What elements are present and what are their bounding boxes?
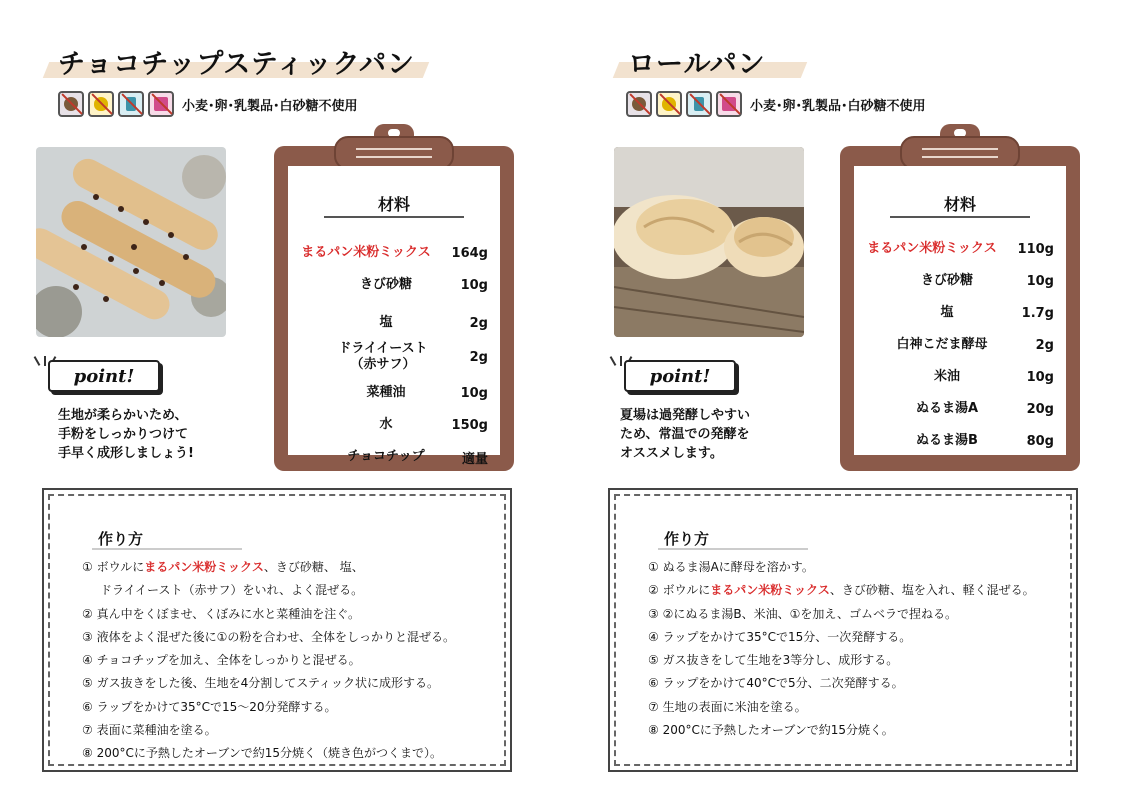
point-text: 夏場は過発酵しやすい ため、常温での発酵を オススメします。 bbox=[620, 408, 751, 461]
material-name: ドライイースト （赤サフ） bbox=[338, 341, 428, 372]
material-row bbox=[854, 266, 1066, 296]
material-row bbox=[288, 442, 500, 472]
bread-photo bbox=[36, 147, 226, 337]
egg-free-icon bbox=[88, 91, 114, 117]
material-row bbox=[288, 308, 500, 338]
material-row bbox=[288, 270, 500, 300]
material-name: チョコチップ bbox=[347, 449, 425, 464]
point-section bbox=[30, 348, 230, 468]
material-qty: 164g bbox=[451, 245, 488, 261]
material-qty: 1.7g bbox=[1021, 305, 1054, 321]
materials-divider bbox=[890, 216, 1030, 218]
materials-title: 材料 bbox=[943, 195, 976, 214]
material-qty: 150g bbox=[451, 417, 488, 433]
material-name: まるパン米粉ミックス bbox=[301, 245, 431, 260]
step-item: ⑥ ラップをかけて35°Cで15〜20分発酵する。 bbox=[82, 699, 337, 714]
steps-box bbox=[42, 488, 512, 772]
steps-title-underline bbox=[92, 548, 242, 550]
steps-title-underline bbox=[658, 548, 808, 550]
allergy-text: 小麦･卵･乳製品･白砂糖不使用 bbox=[182, 98, 358, 114]
material-row bbox=[854, 298, 1066, 328]
material-qty: 80g bbox=[1026, 433, 1054, 449]
material-name: 塩 bbox=[940, 305, 954, 320]
egg-free-icon bbox=[656, 91, 682, 117]
step-item: ① ぬるま湯Aに酵母を溶かす。 bbox=[648, 560, 814, 574]
choco-stick-photo bbox=[36, 147, 226, 337]
steps-list bbox=[648, 556, 1066, 742]
material-name: 菜種油 bbox=[366, 385, 406, 400]
recipe-choco-stick bbox=[0, 0, 561, 794]
clipboard-clip bbox=[334, 124, 454, 170]
material-row bbox=[854, 234, 1066, 264]
recipe-title: チョコチップスティックパン bbox=[58, 49, 415, 80]
step-item: ⑤ ガス抜きをした後、生地を4分割してスティック状に成形する。 bbox=[82, 676, 440, 691]
steps-title: 作り方 bbox=[98, 530, 144, 548]
title-block bbox=[610, 42, 810, 80]
materials-divider bbox=[324, 216, 464, 218]
material-name: 水 bbox=[379, 417, 393, 432]
materials-paper bbox=[854, 166, 1066, 455]
wheat-free-icon bbox=[626, 91, 652, 117]
materials-paper bbox=[288, 166, 500, 467]
wheat-free-icon bbox=[58, 91, 84, 117]
step-item: ⑥ ラップをかけて40°Cで5分、二次発酵する。 bbox=[648, 676, 904, 691]
material-name: きび砂糖 bbox=[359, 277, 412, 292]
material-name: ぬるま湯A bbox=[915, 401, 979, 416]
roll-bread-photo bbox=[614, 147, 804, 337]
step-item: ⑧ 200°Cに予熱したオーブンで約15分焼く。 bbox=[648, 723, 894, 738]
title-block bbox=[40, 42, 430, 80]
allergy-text: 小麦･卵･乳製品･白砂糖不使用 bbox=[750, 98, 926, 114]
clipboard-clip bbox=[900, 124, 1020, 170]
material-qty: 2g bbox=[1035, 337, 1054, 353]
point-label: point! bbox=[73, 365, 135, 387]
point-section bbox=[606, 348, 806, 468]
steps-list bbox=[82, 556, 500, 766]
material-qty: 10g bbox=[1026, 273, 1054, 289]
material-qty: 10g bbox=[1026, 369, 1054, 385]
material-name: まるパン米粉ミックス bbox=[867, 241, 997, 256]
step-item: ④ チョコチップを加え、全体をしっかりと混ぜる。 bbox=[82, 653, 361, 668]
bread-photo bbox=[614, 147, 804, 337]
material-row bbox=[854, 330, 1066, 360]
recipe-roll-bread bbox=[570, 0, 1123, 794]
material-qty: 10g bbox=[460, 277, 488, 293]
step-item: ④ ラップをかけて35°Cで15分、一次発酵する。 bbox=[648, 629, 912, 644]
step-item: ③ ②にぬるま湯B、米油、①を加え、ゴムベラで捏ねる。 bbox=[648, 606, 958, 621]
step-item: ドライイースト（赤サフ）をいれ、よく混ぜる。 bbox=[100, 583, 364, 598]
material-qty: 20g bbox=[1026, 401, 1054, 417]
allergy-row bbox=[626, 88, 926, 120]
material-name: 米油 bbox=[933, 369, 960, 384]
white-sugar-free-icon bbox=[148, 91, 174, 117]
materials-title: 材料 bbox=[377, 195, 410, 214]
material-qty: 2g bbox=[469, 315, 488, 331]
material-row bbox=[854, 362, 1066, 392]
allergy-row bbox=[58, 88, 358, 120]
material-name: 塩 bbox=[379, 315, 393, 330]
step-item: ⑧ 200°Cに予熱したオーブンで約15分焼く（焼き色がつくまで）。 bbox=[82, 746, 443, 761]
material-row bbox=[288, 378, 500, 408]
steps-title: 作り方 bbox=[664, 530, 710, 548]
material-name: きび砂糖 bbox=[920, 273, 973, 288]
step-item: ⑦ 生地の表面に米油を塗る。 bbox=[648, 699, 807, 714]
step-item: ③ 液体をよく混ぜた後に①の粉を合わせ、全体をしっかりと混ぜる。 bbox=[82, 629, 455, 644]
step-item: ① ボウルにまるパン米粉ミックス、きび砂糖、 塩、 bbox=[82, 560, 364, 574]
materials-board bbox=[840, 146, 1080, 471]
material-name: ぬるま湯B bbox=[916, 433, 978, 448]
recipe-title: ロールパン bbox=[628, 49, 766, 80]
white-sugar-free-icon bbox=[716, 91, 742, 117]
material-qty: 10g bbox=[460, 385, 488, 401]
point-badge bbox=[48, 360, 160, 392]
material-name: 白神こだま酵母 bbox=[896, 337, 988, 352]
material-row bbox=[854, 426, 1066, 456]
step-item: ⑦ 表面に菜種油を塗る。 bbox=[82, 723, 217, 738]
step-item: ② ボウルにまるパン米粉ミックス、きび砂糖、塩を入れ、軽く混ぜる。 bbox=[648, 583, 1035, 598]
dairy-free-icon bbox=[118, 91, 144, 117]
point-badge bbox=[624, 360, 736, 392]
point-label: point! bbox=[649, 365, 711, 387]
material-row bbox=[854, 394, 1066, 424]
material-qty: 適量 bbox=[461, 451, 488, 467]
step-item: ⑤ ガス抜きをして生地を3等分し、成形する。 bbox=[648, 653, 899, 668]
steps-box bbox=[608, 488, 1078, 772]
material-qty: 110g bbox=[1017, 241, 1054, 257]
material-row bbox=[288, 238, 500, 268]
point-text: 生地が柔らかいため、 手粉をしっかりつけて 手早く成形しましょう! bbox=[58, 408, 194, 461]
material-row bbox=[288, 410, 500, 440]
material-row bbox=[288, 338, 500, 376]
materials-board bbox=[274, 146, 514, 471]
material-qty: 2g bbox=[469, 349, 488, 365]
dairy-free-icon bbox=[686, 91, 712, 117]
step-item: ② 真ん中をくぼませ、くぼみに水と菜種油を注ぐ。 bbox=[82, 606, 360, 621]
